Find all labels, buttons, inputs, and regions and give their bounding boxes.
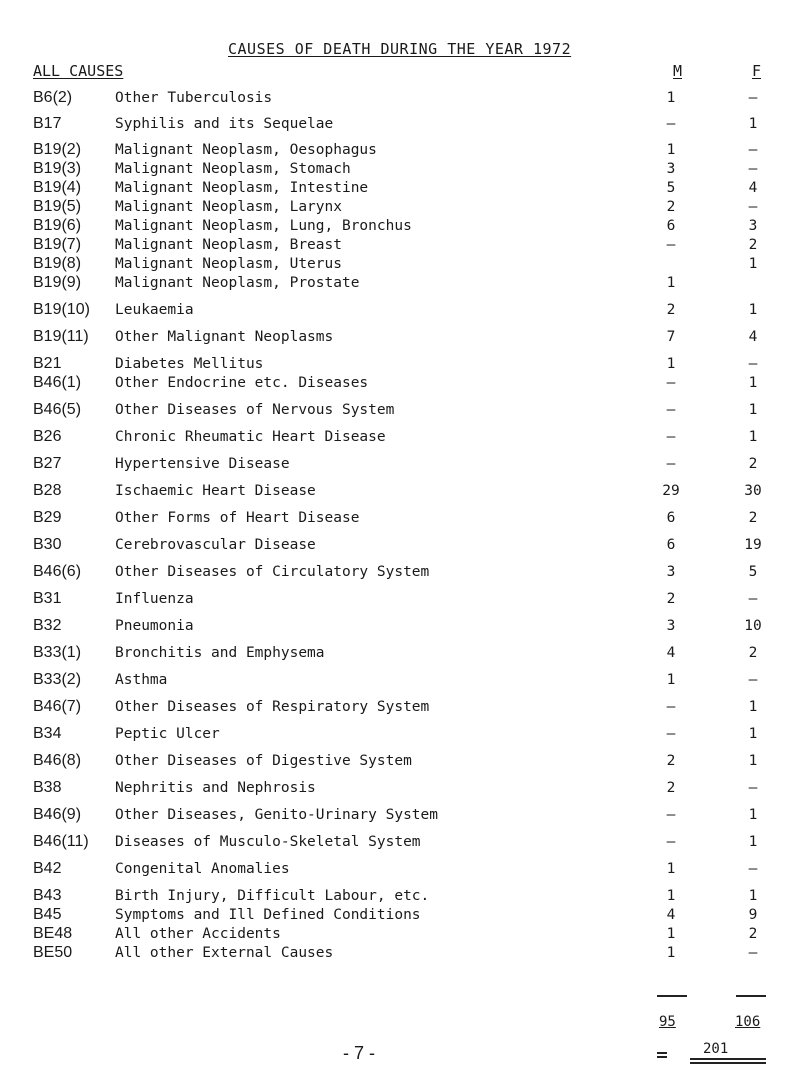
table-row (0, 273, 801, 293)
row-code: B19(10) (33, 301, 90, 318)
row-female-count: – (748, 591, 758, 607)
row-code: B28 (33, 482, 62, 499)
row-male-count: 2 (666, 199, 676, 215)
male-total: 95 (659, 1014, 676, 1030)
table-row (0, 670, 801, 690)
row-code: B32 (33, 617, 62, 634)
row-female-count: 1 (748, 256, 758, 272)
row-description: Malignant Neoplasm, Stomach (115, 161, 351, 177)
row-description: Leukaemia (115, 302, 194, 318)
row-description: Diseases of Musculo-Skeletal System (115, 834, 421, 850)
table-row (0, 724, 801, 744)
row-code: B19(11) (33, 328, 89, 345)
table-row (0, 373, 801, 393)
row-code: B33(2) (33, 671, 82, 688)
row-description: Other Diseases of Circulatory System (115, 564, 430, 580)
equals-mark-1 (657, 1052, 667, 1054)
table-row (0, 178, 801, 198)
row-male-count: – (666, 116, 676, 132)
row-description: Bronchitis and Emphysema (115, 645, 325, 661)
row-description: Other Tuberculosis (115, 90, 273, 106)
row-male-count: 3 (666, 618, 676, 634)
table-row (0, 300, 801, 320)
row-male-count: 4 (666, 645, 676, 661)
row-female-count: – (748, 945, 758, 961)
row-code: B46(9) (33, 806, 82, 823)
row-code: B30 (33, 536, 62, 553)
row-code: B42 (33, 860, 62, 877)
row-male-count: 5 (666, 180, 676, 196)
table-row (0, 197, 801, 217)
row-female-count: 2 (748, 237, 758, 253)
table-row (0, 535, 801, 555)
row-male-count: – (666, 726, 676, 742)
row-code: B46(7) (33, 698, 82, 715)
row-male-count: 1 (666, 672, 676, 688)
table-row (0, 886, 801, 906)
table-row (0, 697, 801, 717)
table-row (0, 400, 801, 420)
table-row (0, 327, 801, 347)
row-male-count: – (666, 429, 676, 445)
row-female-count: 3 (748, 218, 758, 234)
row-female-count: 2 (748, 510, 758, 526)
row-code: B46(11) (33, 833, 89, 850)
table-row (0, 481, 801, 501)
row-male-count: 6 (666, 510, 676, 526)
row-female-count: 2 (748, 456, 758, 472)
row-female-count: 19 (744, 537, 762, 553)
row-description: All other External Causes (115, 945, 334, 961)
row-male-count: 1 (666, 142, 676, 158)
table-row (0, 216, 801, 236)
row-male-count: – (666, 834, 676, 850)
row-female-count: 2 (748, 645, 758, 661)
grand-total-rule-1 (690, 1058, 766, 1060)
row-male-count: 29 (662, 483, 680, 499)
row-male-count: – (666, 807, 676, 823)
table-row (0, 859, 801, 879)
table-row (0, 589, 801, 609)
grand-total: 201 (703, 1041, 729, 1057)
table-row (0, 778, 801, 798)
row-description: Chronic Rheumatic Heart Disease (115, 429, 386, 445)
row-code: B45 (33, 906, 62, 923)
row-male-count: 2 (666, 591, 676, 607)
table-row (0, 114, 801, 134)
row-description: Influenza (115, 591, 194, 607)
row-male-count: 2 (666, 753, 676, 769)
row-female-count: 1 (748, 116, 758, 132)
row-female-count: 5 (748, 564, 758, 580)
row-code: B17 (33, 115, 62, 132)
row-code: B19(9) (33, 274, 82, 291)
row-description: Birth Injury, Difficult Labour, etc. (115, 888, 430, 904)
row-code: BE50 (33, 944, 73, 961)
row-description: Asthma (115, 672, 168, 688)
table-row (0, 905, 801, 925)
row-female-count: – (748, 142, 758, 158)
row-description: Nephritis and Nephrosis (115, 780, 316, 796)
row-male-count: 7 (666, 329, 676, 345)
row-male-count: – (666, 699, 676, 715)
table-row (0, 643, 801, 663)
row-female-count: 10 (744, 618, 762, 634)
row-code: B21 (33, 355, 62, 372)
table-row (0, 159, 801, 179)
male-column-heading: M (673, 62, 683, 80)
row-code: B33(1) (33, 644, 82, 661)
row-code: B38 (33, 779, 62, 796)
row-male-count: 3 (666, 161, 676, 177)
row-description: Malignant Neoplasm, Intestine (115, 180, 369, 196)
female-column-heading: F (752, 62, 762, 80)
row-female-count: 4 (748, 329, 758, 345)
row-description: Cerebrovascular Disease (115, 537, 316, 553)
row-male-count: 4 (666, 907, 676, 923)
row-female-count: – (748, 90, 758, 106)
row-male-count: 1 (666, 90, 676, 106)
row-code: B19(6) (33, 217, 82, 234)
row-female-count: 1 (748, 753, 758, 769)
row-female-count: – (748, 672, 758, 688)
table-row (0, 454, 801, 474)
row-male-count: 2 (666, 780, 676, 796)
row-code: B26 (33, 428, 62, 445)
table-row (0, 832, 801, 852)
row-female-count: – (748, 199, 758, 215)
table-row (0, 235, 801, 255)
row-female-count: – (748, 861, 758, 877)
row-female-count: 1 (748, 302, 758, 318)
row-code: B46(1) (33, 374, 82, 391)
row-female-count: 1 (748, 375, 758, 391)
row-code: B31 (33, 590, 62, 607)
row-description: Hypertensive Disease (115, 456, 290, 472)
row-description: Other Diseases of Respiratory System (115, 699, 430, 715)
row-description: Pneumonia (115, 618, 194, 634)
row-male-count: 6 (666, 537, 676, 553)
row-description: Ischaemic Heart Disease (115, 483, 316, 499)
row-male-count: 1 (666, 861, 676, 877)
table-row (0, 88, 801, 108)
row-description: Malignant Neoplasm, Uterus (115, 256, 342, 272)
row-male-count: – (666, 375, 676, 391)
row-code: B46(8) (33, 752, 82, 769)
row-female-count: 1 (748, 726, 758, 742)
row-code: B19(2) (33, 141, 82, 158)
row-code: B19(5) (33, 198, 82, 215)
row-male-count: 6 (666, 218, 676, 234)
row-male-count: 1 (666, 926, 676, 942)
table-row (0, 751, 801, 771)
row-male-count: – (666, 237, 676, 253)
row-female-count: 4 (748, 180, 758, 196)
row-description: Other Diseases of Digestive System (115, 753, 412, 769)
table-row (0, 943, 801, 963)
table-row (0, 562, 801, 582)
equals-mark-2 (657, 1056, 667, 1058)
row-female-count: 2 (748, 926, 758, 942)
row-code: B6(2) (33, 89, 73, 106)
row-description: Other Diseases, Genito-Urinary System (115, 807, 439, 823)
row-description: Congenital Anomalies (115, 861, 290, 877)
row-female-count: 1 (748, 429, 758, 445)
row-female-count: 1 (748, 888, 758, 904)
row-female-count: 1 (748, 699, 758, 715)
row-female-count: 30 (744, 483, 762, 499)
row-description: Malignant Neoplasm, Breast (115, 237, 342, 253)
female-total-rule (736, 995, 766, 997)
row-description: Other Malignant Neoplasms (115, 329, 334, 345)
all-causes-heading: ALL CAUSES (33, 62, 124, 80)
row-description: Diabetes Mellitus (115, 356, 264, 372)
row-code: B46(5) (33, 401, 82, 418)
row-code: BE48 (33, 925, 73, 942)
row-female-count: 9 (748, 907, 758, 923)
male-total-rule (657, 995, 687, 997)
female-total: 106 (735, 1014, 761, 1030)
table-row (0, 354, 801, 374)
row-male-count: 2 (666, 302, 676, 318)
row-description: Other Endocrine etc. Diseases (115, 375, 369, 391)
row-description: Malignant Neoplasm, Prostate (115, 275, 360, 291)
row-description: All other Accidents (115, 926, 281, 942)
row-code: B19(7) (33, 236, 82, 253)
row-description: Peptic Ulcer (115, 726, 220, 742)
row-code: B46(6) (33, 563, 82, 580)
table-row (0, 924, 801, 944)
grand-total-rule-2 (690, 1062, 766, 1064)
row-female-count: – (748, 356, 758, 372)
table-row (0, 805, 801, 825)
row-code: B19(8) (33, 255, 82, 272)
row-female-count: 1 (748, 402, 758, 418)
row-description: Malignant Neoplasm, Oesophagus (115, 142, 377, 158)
row-male-count: 1 (666, 275, 676, 291)
table-row (0, 140, 801, 160)
row-code: B43 (33, 887, 62, 904)
row-description: Symptoms and Ill Defined Conditions (115, 907, 421, 923)
row-code: B29 (33, 509, 62, 526)
row-female-count: – (748, 780, 758, 796)
row-description: Other Forms of Heart Disease (115, 510, 360, 526)
row-female-count: 1 (748, 834, 758, 850)
row-description: Syphilis and its Sequelae (115, 116, 334, 132)
table-row (0, 508, 801, 528)
row-code: B19(3) (33, 160, 82, 177)
row-male-count: – (666, 402, 676, 418)
row-female-count: – (748, 161, 758, 177)
table-row (0, 616, 801, 636)
row-male-count: 1 (666, 945, 676, 961)
row-code: B34 (33, 725, 62, 742)
row-description: Malignant Neoplasm, Lung, Bronchus (115, 218, 412, 234)
row-male-count: 1 (666, 888, 676, 904)
table-row (0, 427, 801, 447)
row-description: Other Diseases of Nervous System (115, 402, 395, 418)
row-female-count: 1 (748, 807, 758, 823)
row-code: B27 (33, 455, 62, 472)
row-male-count: 1 (666, 356, 676, 372)
row-male-count: – (666, 456, 676, 472)
page-title: CAUSES OF DEATH DURING THE YEAR 1972 (228, 40, 572, 58)
row-description: Malignant Neoplasm, Larynx (115, 199, 342, 215)
row-code: B19(4) (33, 179, 82, 196)
page-number: - 7 - (343, 1043, 376, 1063)
row-male-count: 3 (666, 564, 676, 580)
table-row (0, 254, 801, 274)
